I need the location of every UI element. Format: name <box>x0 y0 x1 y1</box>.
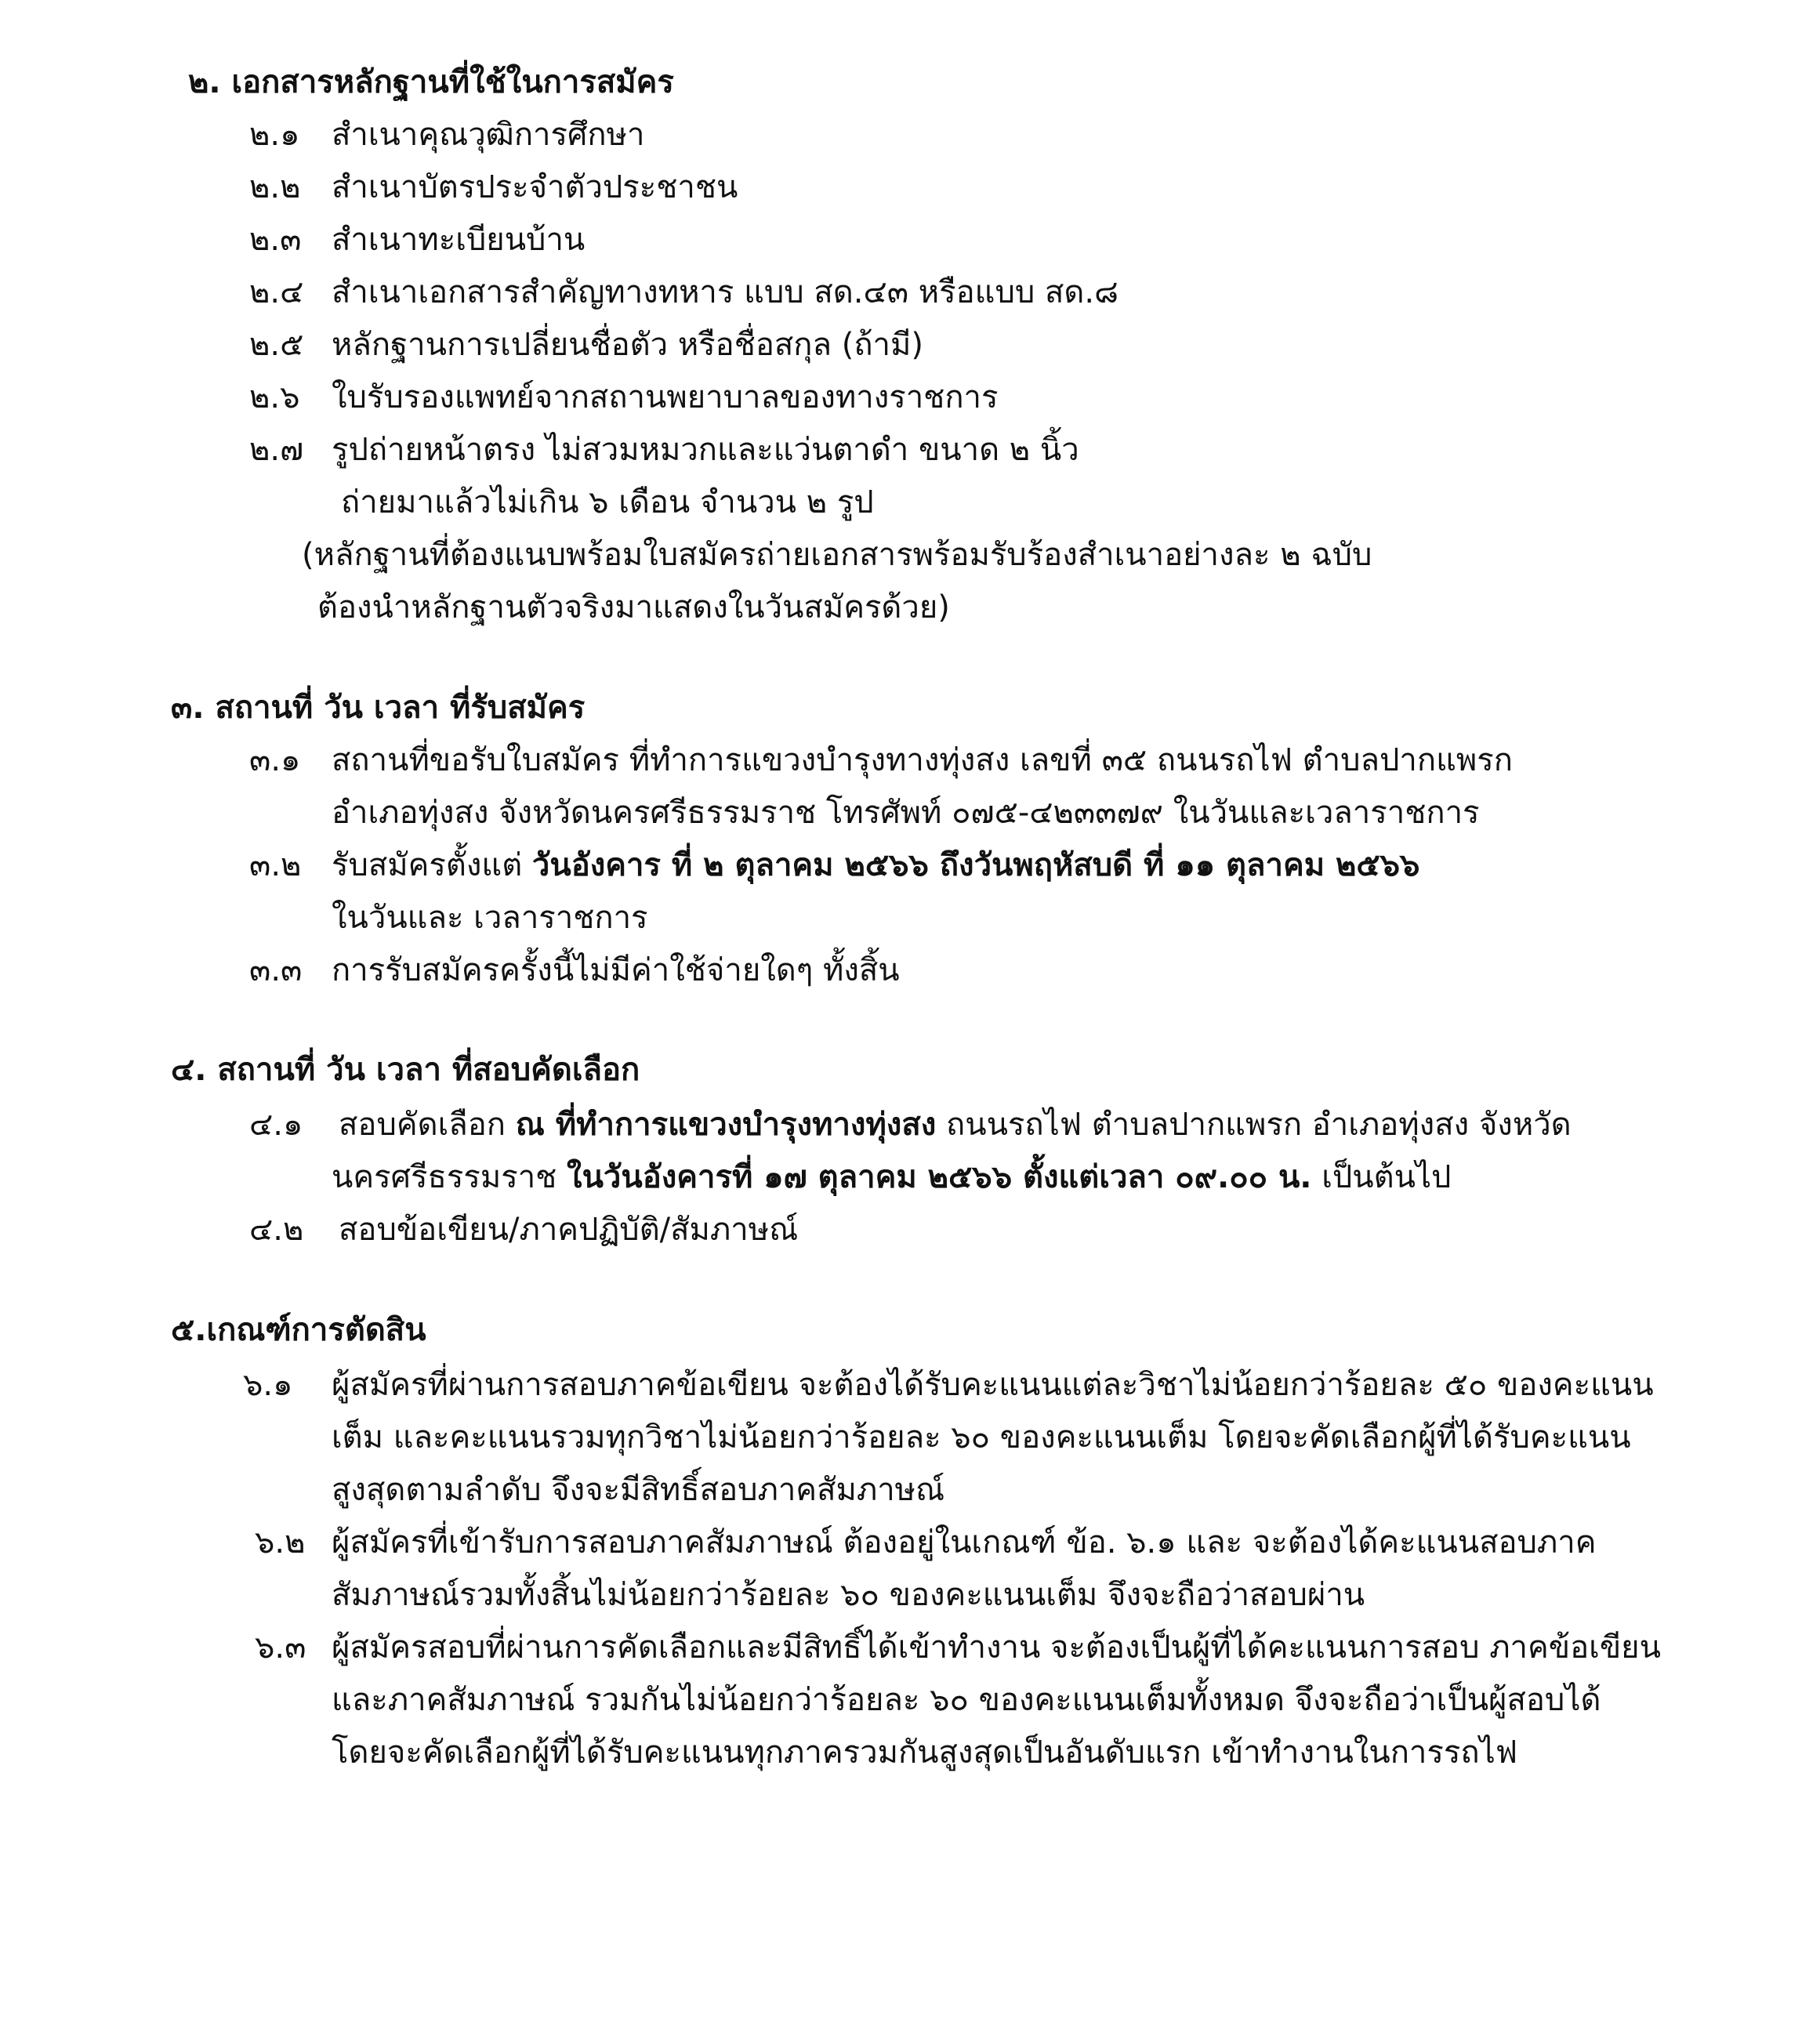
item-3-2-number: ๓.๒ <box>249 847 302 883</box>
item-2-7-text: รูปถ่ายหน้าตรง ไม่สวมหมวกและแว่นตาดำ ขนาด ๒ นิ้ว <box>332 432 1079 468</box>
item-3-1-number: ๓.๑ <box>249 742 301 778</box>
item-4-1-address: ถนนรถไฟ ตำบลปากแพรก อำเภอทุ่งสง จังหวัด <box>936 1107 1572 1143</box>
item-6-3-line-1: ผู้สมัครสอบที่ผ่านการคัดเลือกและมีสิทธิ์ได้เข้าทำงาน จะต้องเป็นผู้ที่ได้คะแนนการสอบ ภาคข้อเขียน <box>332 1629 1661 1666</box>
section-3-heading: ๓. สถานที่ วัน เวลา ที่รับสมัคร <box>171 690 586 726</box>
item-3-3-text: การรับสมัครครั้งนี้ไม่มีค่าใช้จ่ายใดๆ ทั้งสิ้น <box>332 952 900 988</box>
item-2-2-text: สำเนาบัตรประจำตัวประชาชน <box>332 169 738 205</box>
item-4-1-pre: สอบคัดเลือก <box>339 1107 516 1143</box>
item-2-7-continuation: ถ่ายมาแล้วไม่เกิน ๖ เดือน จำนวน ๒ รูป <box>341 484 874 520</box>
item-6-3-number: ๖.๓ <box>255 1629 306 1666</box>
item-4-1-province: นครศรีธรรมราช <box>332 1159 567 1195</box>
item-3-1-line-2: อำเภอทุ่งสง จังหวัดนครศรีธรรมราช โทรศัพท์ ๐๗๕-๔๒๓๓๗๙ ในวันและเวลาราชการ <box>332 795 1480 831</box>
item-6-1-number: ๖.๑ <box>243 1367 293 1403</box>
item-2-3-text: สำเนาทะเบียนบ้าน <box>332 222 586 258</box>
item-2-7-number: ๒.๗ <box>249 432 304 468</box>
item-6-1-line-2: เต็ม และคะแนนรวมทุกวิชาไม่น้อยกว่าร้อยละ ๖๐ ของคะแนนเต็ม โดยจะคัดเลือกผู้ที่ได้รับคะแนน <box>332 1419 1631 1455</box>
item-3-2-line-1 <box>332 846 1419 885</box>
item-3-1-line-1: สถานที่ขอรับใบสมัคร ที่ทำการแขวงบำรุงทางทุ่งสง เลขที่ ๓๕ ถนนรถไฟ ตำบลปากแพรก <box>332 742 1513 778</box>
item-6-2-line-2: สัมภาษณ์รวมทั้งสิ้นไม่น้อยกว่าร้อยละ ๖๐ ของคะแนนเต็ม จึงจะถือว่าสอบผ่าน <box>332 1577 1365 1613</box>
item-2-6-number: ๒.๖ <box>249 379 300 415</box>
item-2-4-number: ๒.๔ <box>249 274 304 310</box>
item-3-2-dates: วันอังคาร ที่ ๒ ตุลาคม ๒๕๖๖ ถึงวันพฤหัสบดี ที่ ๑๑ ตุลาคม ๒๕๖๖ <box>531 847 1420 883</box>
item-4-1-datetime: ในวันอังคารที่ ๑๗ ตุลาคม ๒๕๖๖ ตั้งแต่เวลา ๐๙.๐๐ น. <box>567 1159 1312 1195</box>
section-2-note-line-1: (หลักฐานที่ต้องแนบพร้อมใบสมัครถ่ายเอกสารพร้อมรับร้องสำเนาอย่างละ ๒ ฉบับ <box>302 537 1372 573</box>
item-6-3-line-3: โดยจะคัดเลือกผู้ที่ได้รับคะแนนทุกภาครวมกันสูงสุดเป็นอันดับแรก เข้าทำงานในการรถไฟ <box>332 1735 1518 1771</box>
item-2-4-text: สำเนาเอกสารสำคัญทางทหาร แบบ สด.๔๓ หรือแบบ สด.๘ <box>332 274 1118 310</box>
item-4-1-number: ๔.๑ <box>249 1107 303 1143</box>
item-2-5-text: หลักฐานการเปลี่ยนชื่อตัว หรือชื่อสกุล (ถ้ามี) <box>332 327 923 363</box>
item-3-2-line-2: ในวันและ เวลาราชการ <box>332 900 648 936</box>
item-2-6-text: ใบรับรองแพทย์จากสถานพยาบาลของทางราชการ <box>332 379 999 415</box>
item-6-1-line-3: สูงสุดตามลำดับ จึงจะมีสิทธิ์สอบภาคสัมภาษณ์ <box>332 1472 945 1508</box>
item-4-1-line-1 <box>339 1105 1572 1144</box>
item-6-2-line-1: ผู้สมัครที่เข้ารับการสอบภาคสัมภาษณ์ ต้องอยู่ในเกณฑ์ ข้อ. ๖.๑ และ จะต้องได้คะแนนสอบภาค <box>332 1524 1597 1561</box>
item-2-1-number: ๒.๑ <box>249 117 300 153</box>
item-2-5-number: ๒.๕ <box>249 327 304 363</box>
item-4-2-text: สอบข้อเขียน/ภาคปฏิบัติ/สัมภาษณ์ <box>339 1212 799 1248</box>
section-5-heading: ๕.เกณฑ์การตัดสิน <box>171 1312 426 1348</box>
item-2-2-number: ๒.๒ <box>249 169 301 205</box>
section-2-note-line-2: ต้องนำหลักฐานตัวจริงมาแสดงในวันสมัครด้วย) <box>317 589 950 625</box>
item-3-3-number: ๓.๓ <box>249 952 303 988</box>
item-2-1-text: สำเนาคุณวุฒิการศึกษา <box>332 117 645 153</box>
section-4-heading: ๔. สถานที่ วัน เวลา ที่สอบคัดเลือก <box>171 1052 640 1088</box>
item-6-2-number: ๖.๒ <box>255 1524 306 1561</box>
item-4-1-suffix: เป็นต้นไป <box>1311 1159 1452 1195</box>
section-2-heading: ๒. เอกสารหลักฐานที่ใช้ในการสมัคร <box>188 64 674 100</box>
item-6-3-line-2: และภาคสัมภาษณ์ รวมกันไม่น้อยกว่าร้อยละ ๖๐ ของคะแนนเต็มทั้งหมด จึงจะถือว่าเป็นผู้สอบได้ <box>332 1682 1601 1718</box>
item-4-2-number: ๔.๒ <box>249 1212 304 1248</box>
item-2-3-number: ๒.๓ <box>249 222 302 258</box>
item-4-1-venue: ณ ที่ทำการแขวงบำรุงทางทุ่งสง <box>515 1107 937 1143</box>
item-4-1-line-2 <box>332 1158 1451 1197</box>
item-3-2-text: รับสมัครตั้งแต่ <box>332 847 532 883</box>
item-6-1-line-1: ผู้สมัครที่ผ่านการสอบภาคข้อเขียน จะต้องได้รับคะแนนแต่ละวิชาไม่น้อยกว่าร้อยละ ๕๐ ของคะแนน <box>332 1367 1654 1403</box>
